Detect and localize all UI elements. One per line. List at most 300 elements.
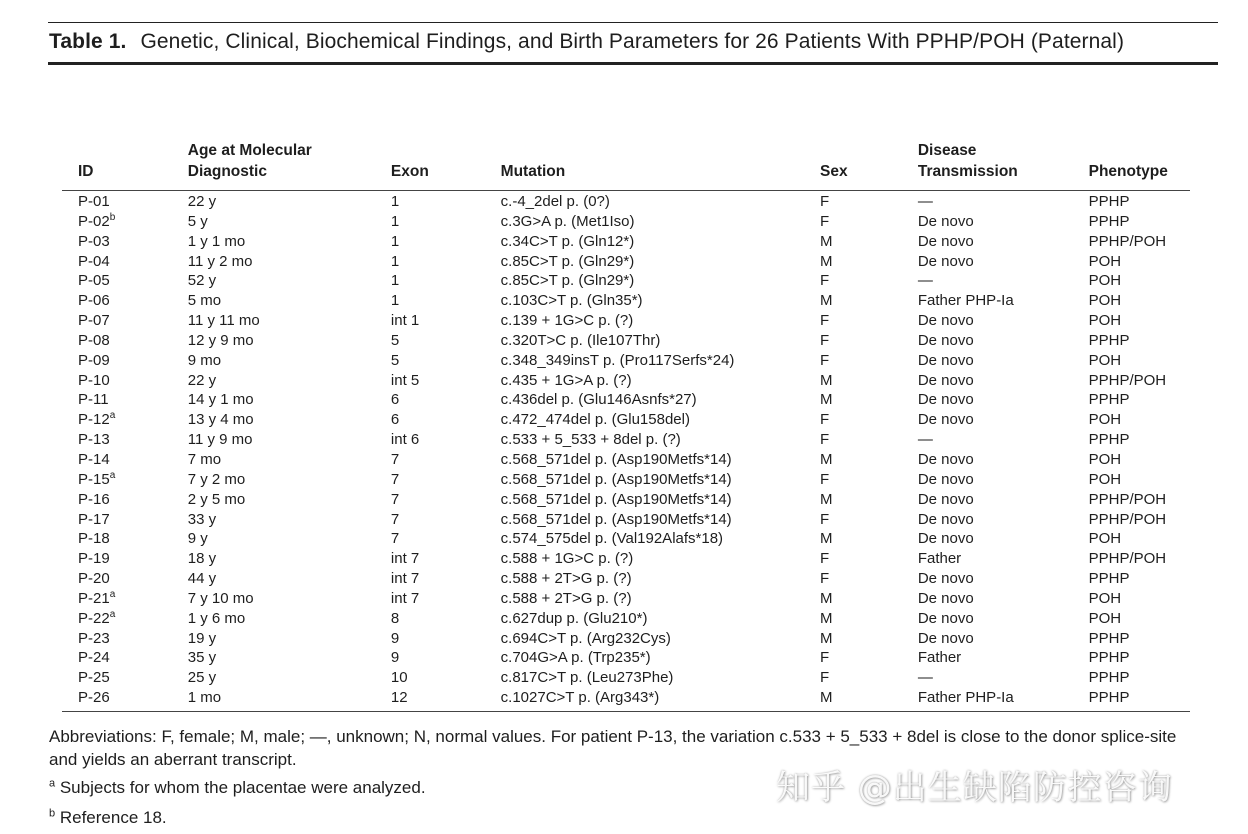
cell-sex-text: M bbox=[820, 609, 833, 627]
cell-transmission-text: De novo bbox=[917, 212, 974, 230]
cell-mutation bbox=[501, 430, 820, 450]
cell-mutation bbox=[501, 490, 820, 510]
table-row bbox=[62, 252, 1190, 272]
table-header-row bbox=[62, 140, 1190, 191]
cell-id bbox=[62, 589, 188, 609]
cell-age bbox=[188, 549, 391, 569]
cell-sex-text: F bbox=[820, 272, 830, 290]
cell-transmission bbox=[918, 390, 1089, 410]
cell-exon bbox=[391, 490, 501, 510]
cell-mutation bbox=[501, 331, 820, 351]
cell-sex bbox=[820, 351, 918, 371]
cell-id bbox=[62, 351, 188, 371]
cell-exon-text: 7 bbox=[390, 510, 400, 528]
cell-mutation bbox=[501, 371, 820, 391]
cell-age-text: 1 y 6 mo bbox=[187, 609, 246, 627]
cell-phenotype-text: POH bbox=[1088, 530, 1122, 548]
table-row bbox=[62, 430, 1190, 450]
cell-age-text: 25 y bbox=[187, 669, 217, 687]
table-row bbox=[62, 390, 1190, 410]
cell-exon-text: int 7 bbox=[390, 570, 420, 588]
cell-exon bbox=[391, 609, 501, 629]
table-row bbox=[62, 232, 1190, 252]
cell-phenotype bbox=[1089, 410, 1190, 430]
cell-id-text: P-12 bbox=[78, 411, 110, 429]
cell-exon bbox=[391, 410, 501, 430]
cell-exon-text: int 5 bbox=[390, 371, 420, 389]
cell-mutation-text: c.103C>T p. (Gln35*) bbox=[500, 292, 643, 310]
cell-age-text: 2 y 5 mo bbox=[187, 490, 246, 508]
table-row bbox=[62, 589, 1190, 609]
cell-transmission-text: — bbox=[917, 431, 933, 449]
cell-age bbox=[188, 331, 391, 351]
cell-id-text: P-19 bbox=[78, 550, 110, 568]
cell-exon bbox=[391, 688, 501, 711]
cell-id-text: P-18 bbox=[78, 530, 110, 548]
cell-id-text: P-03 bbox=[78, 232, 110, 250]
cell-id-text: P-04 bbox=[78, 252, 110, 270]
cell-transmission bbox=[918, 589, 1089, 609]
table-row bbox=[62, 410, 1190, 430]
cell-mutation-text: c.3G>A p. (Met1Iso) bbox=[500, 212, 635, 230]
cell-phenotype bbox=[1089, 510, 1190, 530]
cell-id-text: P-16 bbox=[78, 490, 110, 508]
table-row bbox=[62, 371, 1190, 391]
cell-phenotype-text: POH bbox=[1088, 272, 1122, 290]
table-row bbox=[62, 212, 1190, 232]
cell-transmission bbox=[918, 668, 1089, 688]
cell-exon-text: int 7 bbox=[390, 589, 420, 607]
title-rule bbox=[48, 62, 1218, 65]
top-rule bbox=[48, 22, 1218, 23]
cell-phenotype-text: PPHP bbox=[1088, 212, 1130, 230]
cell-transmission bbox=[918, 371, 1089, 391]
header-transmission-line1: Disease bbox=[917, 142, 977, 159]
cell-phenotype bbox=[1089, 371, 1190, 391]
cell-exon bbox=[391, 589, 501, 609]
footnote-a bbox=[49, 778, 426, 798]
cell-sex bbox=[820, 271, 918, 291]
cell-age bbox=[188, 311, 391, 331]
cell-phenotype-text: PPHP/POH bbox=[1088, 232, 1167, 250]
table-row bbox=[62, 609, 1190, 629]
cell-transmission bbox=[918, 470, 1089, 490]
cell-transmission-text: Father PHP-Ia bbox=[917, 292, 1014, 310]
footnote-a-text: Subjects for whom the placentae were analyzed. bbox=[55, 778, 426, 797]
cell-mutation-text: c.694C>T p. (Arg232Cys) bbox=[500, 629, 671, 647]
cell-id-text: P-23 bbox=[78, 629, 110, 647]
cell-sex bbox=[820, 311, 918, 331]
cell-sex bbox=[820, 609, 918, 629]
cell-sex-text: M bbox=[820, 232, 833, 250]
cell-sex-text: M bbox=[820, 589, 833, 607]
cell-mutation-text: c.568_571del p. (Asp190Metfs*14) bbox=[500, 490, 732, 508]
cell-transmission-text: De novo bbox=[917, 331, 974, 349]
cell-sex bbox=[820, 629, 918, 649]
cell-age bbox=[188, 648, 391, 668]
cell-mutation bbox=[501, 668, 820, 688]
cell-id-text: P-26 bbox=[78, 689, 110, 707]
cell-exon-text: 7 bbox=[390, 530, 400, 548]
cell-phenotype bbox=[1089, 589, 1190, 609]
cell-phenotype bbox=[1089, 351, 1190, 371]
cell-id-text: P-05 bbox=[78, 272, 110, 290]
cell-sex bbox=[820, 529, 918, 549]
cell-transmission-text: De novo bbox=[917, 351, 974, 369]
footnote-b bbox=[49, 808, 167, 828]
cell-transmission-text: De novo bbox=[917, 411, 974, 429]
cell-age bbox=[188, 430, 391, 450]
cell-age-text: 12 y 9 mo bbox=[187, 331, 254, 349]
cell-phenotype-text: POH bbox=[1088, 351, 1122, 369]
footnote-b-mark: b bbox=[49, 807, 56, 820]
cell-phenotype bbox=[1089, 668, 1190, 688]
cell-id-footnote-mark: a bbox=[109, 608, 116, 620]
cell-sex bbox=[820, 331, 918, 351]
cell-mutation bbox=[501, 648, 820, 668]
header-age-line2: Diagnostic bbox=[187, 163, 267, 180]
cell-age bbox=[188, 609, 391, 629]
cell-id bbox=[62, 371, 188, 391]
cell-transmission-text: Father bbox=[917, 550, 962, 568]
cell-mutation-text: c.-4_2del p. (0?) bbox=[500, 193, 610, 210]
table-row bbox=[62, 351, 1190, 371]
cell-id bbox=[62, 569, 188, 589]
cell-exon bbox=[391, 510, 501, 530]
table-row bbox=[62, 291, 1190, 311]
cell-mutation-text: c.533 + 5_533 + 8del p. (?) bbox=[500, 431, 681, 449]
cell-transmission-text: — bbox=[917, 669, 933, 687]
cell-age-text: 11 y 2 mo bbox=[187, 252, 253, 270]
cell-age bbox=[188, 569, 391, 589]
cell-id bbox=[62, 331, 188, 351]
cell-mutation-text: c.568_571del p. (Asp190Metfs*14) bbox=[500, 510, 732, 528]
cell-id bbox=[62, 212, 188, 232]
cell-age-text: 5 mo bbox=[187, 292, 222, 310]
table-row bbox=[62, 450, 1190, 470]
cell-mutation-text: c.34C>T p. (Gln12*) bbox=[500, 232, 635, 250]
cell-mutation-text: c.139 + 1G>C p. (?) bbox=[500, 312, 634, 330]
cell-id-text: P-20 bbox=[78, 570, 110, 588]
cell-sex-text: M bbox=[820, 490, 833, 508]
cell-age-text: 35 y bbox=[187, 649, 217, 667]
cell-age bbox=[188, 252, 391, 272]
cell-phenotype bbox=[1089, 212, 1190, 232]
cell-age-text: 1 mo bbox=[187, 689, 222, 707]
cell-age-text: 52 y bbox=[187, 272, 217, 290]
cell-sex bbox=[820, 510, 918, 530]
cell-id bbox=[62, 470, 188, 490]
table-row bbox=[62, 648, 1190, 668]
cell-age-text: 5 y bbox=[187, 212, 208, 230]
cell-exon bbox=[391, 450, 501, 470]
cell-id bbox=[62, 629, 188, 649]
cell-phenotype bbox=[1089, 609, 1190, 629]
cell-mutation-text: c.568_571del p. (Asp190Metfs*14) bbox=[500, 470, 732, 488]
cell-age bbox=[188, 410, 391, 430]
cell-sex bbox=[820, 490, 918, 510]
cell-mutation-text: c.588 + 2T>G p. (?) bbox=[500, 589, 632, 607]
cell-transmission-text: De novo bbox=[917, 570, 974, 588]
cell-id bbox=[62, 688, 188, 711]
cell-phenotype bbox=[1089, 311, 1190, 331]
table-row bbox=[62, 569, 1190, 589]
cell-sex-text: F bbox=[820, 431, 830, 449]
cell-mutation-text: c.627dup p. (Glu210*) bbox=[500, 609, 648, 627]
cell-id-text: P-17 bbox=[78, 510, 110, 528]
cell-sex bbox=[820, 410, 918, 430]
cell-mutation-text: c.704G>A p. (Trp235*) bbox=[500, 649, 651, 667]
cell-exon-text: 8 bbox=[390, 609, 400, 627]
cell-id-text: P-02 bbox=[78, 212, 110, 230]
cell-age-text: 7 y 10 mo bbox=[187, 589, 254, 607]
cell-age-text: 9 y bbox=[187, 530, 208, 548]
cell-sex-text: F bbox=[820, 193, 830, 210]
cell-id bbox=[62, 430, 188, 450]
cell-age-text: 22 y bbox=[187, 193, 217, 210]
patients-table bbox=[62, 140, 1190, 712]
cell-age bbox=[188, 668, 391, 688]
cell-phenotype-text: PPHP bbox=[1088, 193, 1130, 210]
cell-exon-text: 12 bbox=[390, 689, 408, 707]
cell-age-text: 22 y bbox=[187, 371, 217, 389]
cell-sex-text: F bbox=[820, 669, 830, 687]
cell-exon bbox=[391, 668, 501, 688]
cell-id-text: P-14 bbox=[78, 450, 110, 468]
cell-age bbox=[188, 629, 391, 649]
cell-age bbox=[188, 510, 391, 530]
cell-sex bbox=[820, 212, 918, 232]
cell-mutation bbox=[501, 191, 820, 212]
cell-sex bbox=[820, 648, 918, 668]
cell-exon-text: 1 bbox=[390, 232, 400, 250]
cell-transmission-text: De novo bbox=[917, 371, 974, 389]
cell-id bbox=[62, 668, 188, 688]
cell-transmission-text: De novo bbox=[917, 470, 974, 488]
cell-age-text: 9 mo bbox=[187, 351, 222, 369]
cell-mutation bbox=[501, 252, 820, 272]
table-row bbox=[62, 331, 1190, 351]
table-row bbox=[62, 271, 1190, 291]
cell-age bbox=[188, 351, 391, 371]
cell-sex-text: M bbox=[820, 530, 833, 548]
cell-exon-text: int 6 bbox=[390, 431, 420, 449]
cell-id bbox=[62, 450, 188, 470]
table-caption bbox=[49, 30, 1124, 54]
cell-sex bbox=[820, 371, 918, 391]
cell-sex bbox=[820, 470, 918, 490]
cell-id-text: P-10 bbox=[78, 371, 110, 389]
table-row bbox=[62, 529, 1190, 549]
header-phenotype: Phenotype bbox=[1089, 140, 1190, 191]
cell-exon bbox=[391, 252, 501, 272]
footnote-b-text: Reference 18. bbox=[55, 808, 167, 827]
cell-id-text: P-09 bbox=[78, 351, 110, 369]
cell-phenotype bbox=[1089, 252, 1190, 272]
cell-age-text: 13 y 4 mo bbox=[187, 411, 254, 429]
cell-transmission bbox=[918, 648, 1089, 668]
cell-sex-text: M bbox=[820, 450, 833, 468]
cell-id-text: P-01 bbox=[78, 193, 110, 210]
cell-mutation bbox=[501, 688, 820, 711]
cell-transmission bbox=[918, 609, 1089, 629]
cell-age bbox=[188, 212, 391, 232]
cell-exon-text: 1 bbox=[390, 292, 400, 310]
cell-transmission bbox=[918, 252, 1089, 272]
cell-transmission-text: De novo bbox=[917, 391, 974, 409]
cell-sex-text: M bbox=[820, 371, 833, 389]
cell-exon-text: 7 bbox=[390, 450, 400, 468]
cell-exon bbox=[391, 291, 501, 311]
cell-id bbox=[62, 311, 188, 331]
cell-age bbox=[188, 450, 391, 470]
cell-age bbox=[188, 371, 391, 391]
cell-mutation-text: c.588 + 1G>C p. (?) bbox=[500, 550, 634, 568]
watermark: 知乎 @出生缺陷防控咨询 bbox=[776, 768, 1173, 808]
header-transmission-line2: Transmission bbox=[917, 163, 1018, 180]
cell-transmission bbox=[918, 351, 1089, 371]
cell-exon-text: 6 bbox=[390, 411, 400, 429]
cell-mutation-text: c.472_474del p. (Glu158del) bbox=[500, 411, 690, 429]
cell-phenotype bbox=[1089, 629, 1190, 649]
cell-sex-text: F bbox=[820, 312, 830, 330]
cell-mutation-text: c.817C>T p. (Leu273Phe) bbox=[500, 669, 674, 687]
cell-id bbox=[62, 490, 188, 510]
cell-mutation bbox=[501, 450, 820, 470]
cell-transmission-text: De novo bbox=[917, 510, 974, 528]
cell-phenotype bbox=[1089, 529, 1190, 549]
cell-phenotype bbox=[1089, 430, 1190, 450]
cell-exon-text: 9 bbox=[390, 649, 400, 667]
cell-id bbox=[62, 648, 188, 668]
cell-transmission bbox=[918, 569, 1089, 589]
header-exon: Exon bbox=[391, 140, 501, 191]
cell-mutation-text: c.435 + 1G>A p. (?) bbox=[500, 371, 632, 389]
cell-transmission-text: Father bbox=[917, 649, 962, 667]
header-sex: Sex bbox=[820, 140, 918, 191]
cell-mutation-text: c.85C>T p. (Gln29*) bbox=[500, 252, 635, 270]
table-row bbox=[62, 688, 1190, 711]
cell-phenotype bbox=[1089, 450, 1190, 470]
cell-sex-text: F bbox=[820, 649, 830, 667]
cell-phenotype-text: PPHP bbox=[1088, 331, 1130, 349]
cell-exon-text: 6 bbox=[390, 391, 400, 409]
cell-exon bbox=[391, 271, 501, 291]
cell-sex bbox=[820, 569, 918, 589]
cell-sex bbox=[820, 291, 918, 311]
cell-exon bbox=[391, 351, 501, 371]
table-body bbox=[62, 191, 1190, 712]
cell-id bbox=[62, 191, 188, 212]
cell-phenotype bbox=[1089, 569, 1190, 589]
cell-age-text: 19 y bbox=[187, 629, 217, 647]
cell-transmission-text: De novo bbox=[917, 530, 974, 548]
cell-transmission-text: De novo bbox=[917, 609, 974, 627]
cell-age-text: 44 y bbox=[187, 570, 217, 588]
cell-id bbox=[62, 510, 188, 530]
cell-sex-text: F bbox=[820, 550, 830, 568]
cell-id bbox=[62, 232, 188, 252]
cell-transmission-text: — bbox=[917, 272, 933, 290]
table-row bbox=[62, 549, 1190, 569]
cell-phenotype-text: PPHP/POH bbox=[1088, 550, 1167, 568]
cell-transmission-text: De novo bbox=[917, 450, 974, 468]
cell-exon bbox=[391, 569, 501, 589]
cell-age-text: 7 y 2 mo bbox=[187, 470, 246, 488]
cell-id-text: P-11 bbox=[78, 391, 109, 409]
table-caption-text: Genetic, Clinical, Biochemical Findings, and Birth Parameters for 26 Patients With PPHP/POH (Paternal) bbox=[140, 30, 1125, 53]
cell-mutation-text: c.85C>T p. (Gln29*) bbox=[500, 272, 635, 290]
cell-sex-text: M bbox=[820, 252, 833, 270]
cell-sex-text: M bbox=[820, 292, 833, 310]
cell-id-text: P-07 bbox=[78, 312, 110, 330]
cell-exon bbox=[391, 390, 501, 410]
cell-sex bbox=[820, 232, 918, 252]
cell-sex-text: F bbox=[820, 470, 830, 488]
cell-age bbox=[188, 390, 391, 410]
header-age bbox=[188, 140, 391, 191]
cell-exon bbox=[391, 212, 501, 232]
cell-age-text: 7 mo bbox=[187, 450, 222, 468]
cell-phenotype-text: POH bbox=[1088, 609, 1122, 627]
cell-transmission bbox=[918, 688, 1089, 711]
cell-phenotype bbox=[1089, 390, 1190, 410]
cell-phenotype-text: PPHP bbox=[1088, 391, 1130, 409]
cell-phenotype-text: POH bbox=[1088, 312, 1122, 330]
cell-exon bbox=[391, 629, 501, 649]
cell-age bbox=[188, 291, 391, 311]
cell-mutation-text: c.1027C>T p. (Arg343*) bbox=[500, 689, 660, 707]
cell-sex-text: M bbox=[820, 689, 833, 707]
cell-id bbox=[62, 252, 188, 272]
header-id: ID bbox=[62, 140, 188, 191]
cell-age bbox=[188, 232, 391, 252]
cell-mutation-text: c.574_575del p. (Val192Alafs*18) bbox=[500, 530, 724, 548]
cell-mutation bbox=[501, 589, 820, 609]
cell-phenotype bbox=[1089, 271, 1190, 291]
cell-mutation bbox=[501, 390, 820, 410]
cell-phenotype-text: POH bbox=[1088, 470, 1122, 488]
cell-transmission bbox=[918, 311, 1089, 331]
cell-phenotype-text: PPHP bbox=[1088, 629, 1130, 647]
cell-id bbox=[62, 549, 188, 569]
cell-mutation bbox=[501, 569, 820, 589]
table-row bbox=[62, 510, 1190, 530]
cell-transmission-text: De novo bbox=[917, 312, 974, 330]
cell-mutation bbox=[501, 311, 820, 331]
cell-exon-text: int 1 bbox=[390, 312, 420, 330]
cell-id-text: P-22 bbox=[78, 609, 110, 627]
cell-exon bbox=[391, 549, 501, 569]
table-row bbox=[62, 668, 1190, 688]
cell-sex-text: F bbox=[820, 351, 830, 369]
cell-id-text: P-21 bbox=[78, 589, 110, 607]
cell-id-footnote-mark: a bbox=[109, 410, 116, 422]
cell-phenotype-text: PPHP/POH bbox=[1088, 490, 1167, 508]
cell-sex-text: M bbox=[820, 629, 833, 647]
cell-sex-text: M bbox=[820, 391, 833, 409]
cell-mutation bbox=[501, 291, 820, 311]
cell-transmission bbox=[918, 450, 1089, 470]
cell-sex bbox=[820, 589, 918, 609]
cell-mutation bbox=[501, 351, 820, 371]
cell-id bbox=[62, 390, 188, 410]
cell-transmission bbox=[918, 430, 1089, 450]
cell-transmission bbox=[918, 331, 1089, 351]
cell-mutation bbox=[501, 212, 820, 232]
cell-mutation bbox=[501, 510, 820, 530]
cell-age bbox=[188, 529, 391, 549]
